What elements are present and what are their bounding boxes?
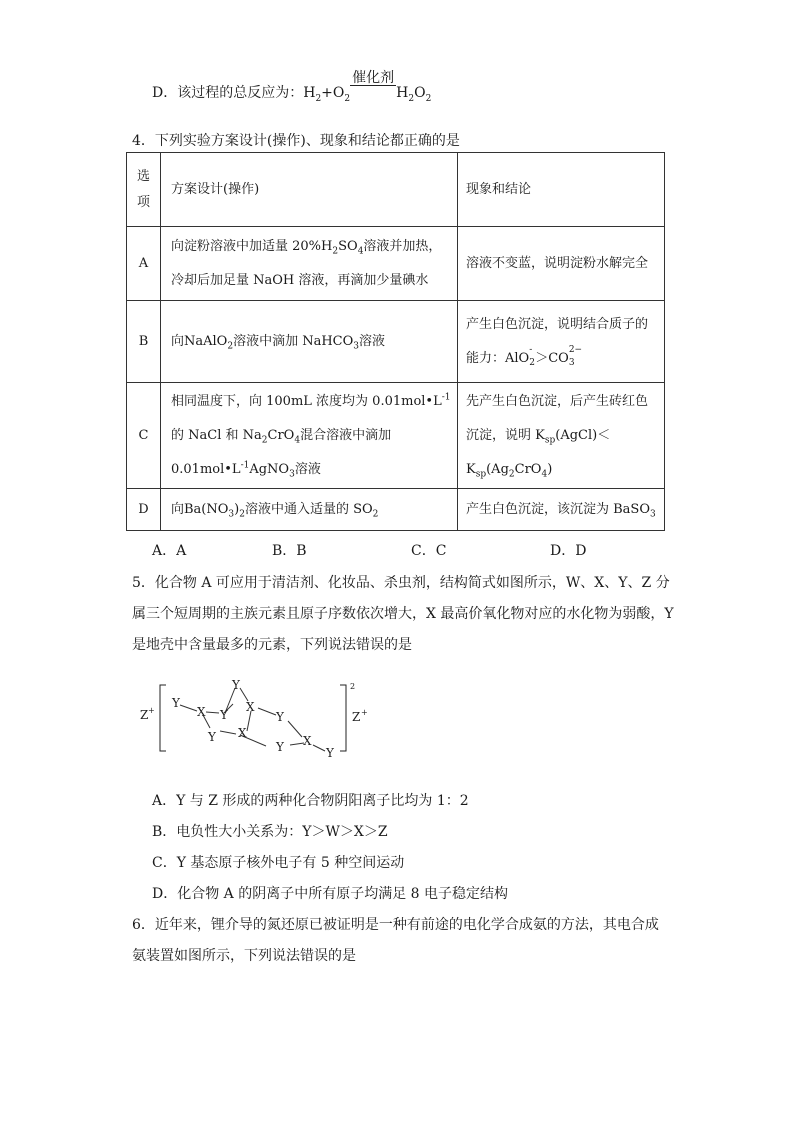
op-text: 溶液中滴加 NaHCO: [233, 333, 354, 349]
sub: 2: [261, 435, 268, 446]
res-line: [466, 453, 664, 487]
q5-option-c[interactable]: C．Y 基态原子核外电子有 5 种空间运动: [152, 855, 405, 871]
table-row-d: [127, 489, 665, 531]
compound-structure-diagram: [140, 675, 380, 761]
q6-stem-line2: 氨装置如图所示，下列说法错误的是: [132, 948, 356, 964]
atom-x: X: [238, 726, 247, 740]
sub: sp: [544, 435, 556, 446]
header-option-top: 选: [136, 168, 150, 184]
atom-y: Y: [208, 730, 216, 744]
op-text: AgNO: [249, 461, 290, 477]
op-line: [171, 230, 457, 264]
q3d-sub: 2: [408, 93, 415, 104]
op-text: 向Ba(NO: [171, 501, 229, 517]
atom-x: X: [303, 734, 312, 748]
op-text: 向淀粉溶液中加适量 20%H: [171, 238, 333, 254]
z-cation-right: Z: [352, 710, 361, 724]
op-text: 相同温度下，向 100mL 浓度均为 0.01mol•L: [171, 393, 442, 409]
q3d-sub: 2: [315, 93, 322, 104]
sub: 2: [508, 469, 515, 480]
op-text: 溶液并加热，: [363, 238, 442, 254]
sub: sp: [475, 469, 487, 480]
choice-a[interactable]: A．A: [152, 543, 187, 559]
op-line: [171, 419, 457, 453]
res-line: [466, 342, 664, 376]
left-bracket: [160, 685, 166, 751]
res-text: (AgCl)＜: [555, 427, 611, 443]
experiment-table: [126, 152, 665, 531]
op-line: [171, 453, 457, 487]
atom-x: X: [246, 700, 255, 714]
res-line: [466, 419, 664, 453]
sub: 4: [294, 435, 301, 446]
sub: 2: [372, 509, 379, 520]
op-text: 溶液: [294, 461, 321, 477]
table-row-b: [127, 301, 665, 383]
atom-y: Y: [326, 746, 334, 760]
op-line: [171, 385, 457, 419]
sub: 3: [228, 509, 235, 520]
res-text: 沉淀，说明 K: [466, 427, 545, 443]
q4-choices: [152, 540, 586, 560]
z-charge-left: +: [148, 706, 155, 715]
sub: 3: [353, 341, 360, 352]
q4-stem: 4．下列实验方案设计(操作)、现象和结论都正确的是: [132, 133, 460, 149]
atom-labels: [171, 678, 335, 760]
res-text: CrO: [514, 461, 542, 477]
row-label: D: [127, 489, 161, 531]
atom-y: Y: [172, 696, 180, 710]
choice-c[interactable]: C．C: [411, 543, 447, 559]
op-text: 向NaAlO: [171, 333, 228, 349]
res-text: ): [547, 461, 553, 477]
row-c-operation: [161, 383, 458, 489]
row-a-result: 溶液不变蓝，说明淀粉水解完全: [458, 227, 665, 301]
header-operation: 方案设计(操作): [161, 153, 458, 227]
res-text: ＞CO: [535, 350, 569, 366]
q3d-sub: 2: [425, 93, 432, 104]
op-text: 溶液: [359, 333, 386, 349]
q3d-text: D．该过程的总反应为：H: [152, 85, 316, 101]
anion-charge: 2: [350, 682, 356, 691]
sub: 2: [529, 358, 535, 368]
ion-charge: [529, 345, 535, 368]
sub: 2: [332, 246, 339, 257]
row-label: A: [127, 227, 161, 301]
row-d-result: [458, 489, 665, 531]
res-line: 产生白色沉淀，说明结合质子的: [466, 316, 649, 332]
z-cation-left: Z: [140, 708, 149, 722]
reaction-bar: [350, 85, 396, 86]
op-line: 冷却后加足量 NaOH 溶液，再滴加少量碘水: [171, 272, 429, 288]
op-text: ): [234, 501, 240, 517]
row-b-result: [458, 301, 665, 383]
q5-option-a[interactable]: A．Y 与 Z 形成的两种化合物阴阳离子比均为 1：2: [152, 793, 469, 809]
q3d-product: O: [414, 85, 426, 101]
row-b-operation: [161, 301, 458, 383]
op-text: SO: [338, 238, 358, 254]
q5-option-d[interactable]: D．化合物 A 的阴离子中所有原子均满足 8 电子稳定结构: [152, 886, 509, 902]
row-a-operation: [161, 227, 458, 301]
header-result: 现象和结论: [458, 153, 665, 227]
sup: -1: [240, 460, 250, 471]
atom-x: X: [197, 705, 206, 719]
op-text: CrO: [267, 427, 295, 443]
res-text: 产生白色沉淀，该沉淀为 BaSO: [466, 501, 650, 517]
sub: 2: [239, 509, 245, 520]
sub: 3: [650, 509, 656, 520]
q5-option-b[interactable]: B．电负性大小关系为：Y＞W＞X＞Z: [152, 824, 388, 840]
q3d-plus: +O: [321, 85, 345, 101]
res-text: (Ag: [486, 461, 509, 477]
sub: 3: [568, 358, 575, 368]
q3d-product: H: [396, 85, 409, 101]
catalyst-label: 催化剂: [352, 70, 395, 86]
row-label: B: [127, 301, 161, 383]
q5-stem-line3: 是地壳中含量最多的元素，下列说法错误的是: [132, 637, 412, 653]
res-text: 能力：AlO: [466, 350, 530, 366]
right-bracket: [340, 685, 346, 751]
q5-stem-line2: 属三个短周期的主族元素且原子序数依次增大，X 最高价氧化物对应的水化物为弱酸，Y: [132, 606, 674, 622]
q6-stem-line1: 6．近年来，锂介导的氮还原已被证明是一种有前途的电化学合成氨的方法，其电合成: [132, 917, 659, 933]
q3d-sub: 2: [344, 93, 351, 104]
choice-b[interactable]: B．B: [272, 543, 307, 559]
table-row-c: [127, 383, 665, 489]
row-label: C: [127, 383, 161, 489]
sup: 2−: [568, 345, 583, 355]
table-row-a: [127, 227, 665, 301]
op-text: 混合溶液中滴加: [300, 427, 392, 443]
atom-y: Y: [276, 740, 284, 754]
op-text: 0.01mol•L: [171, 461, 241, 477]
sub: 3: [289, 469, 295, 480]
sub: 4: [541, 469, 548, 480]
op-text: 的 NaCl 和 Na: [171, 427, 262, 443]
header-option-bottom: 项: [136, 194, 150, 210]
sup: -1: [441, 392, 451, 403]
atom-y: Y: [220, 708, 228, 722]
header-option: [127, 153, 161, 227]
atom-y: Y: [232, 678, 240, 692]
q3-option-d: [152, 70, 432, 104]
res-text: K: [466, 461, 476, 477]
choice-d[interactable]: D．D: [550, 543, 587, 559]
table-header-row: [127, 153, 665, 227]
ion-charge: [568, 345, 583, 368]
sub: 4: [357, 246, 364, 257]
z-charge-right: +: [361, 708, 368, 717]
op-text: 溶液中通入适量的 SO: [244, 501, 373, 517]
q5-stem-line1: 5．化合物 A 可应用于清洁剂、化妆品、杀虫剂，结构简式如图所示，W、X、Y、Z 分: [132, 575, 670, 591]
atom-y: Y: [276, 710, 284, 724]
catalyst-arrow: [350, 70, 396, 97]
sub: 2: [227, 341, 234, 352]
row-d-operation: [161, 489, 458, 531]
sup: -: [529, 345, 533, 355]
row-c-result: [458, 383, 665, 489]
res-line: 先产生白色沉淀，后产生砖红色: [466, 393, 649, 409]
